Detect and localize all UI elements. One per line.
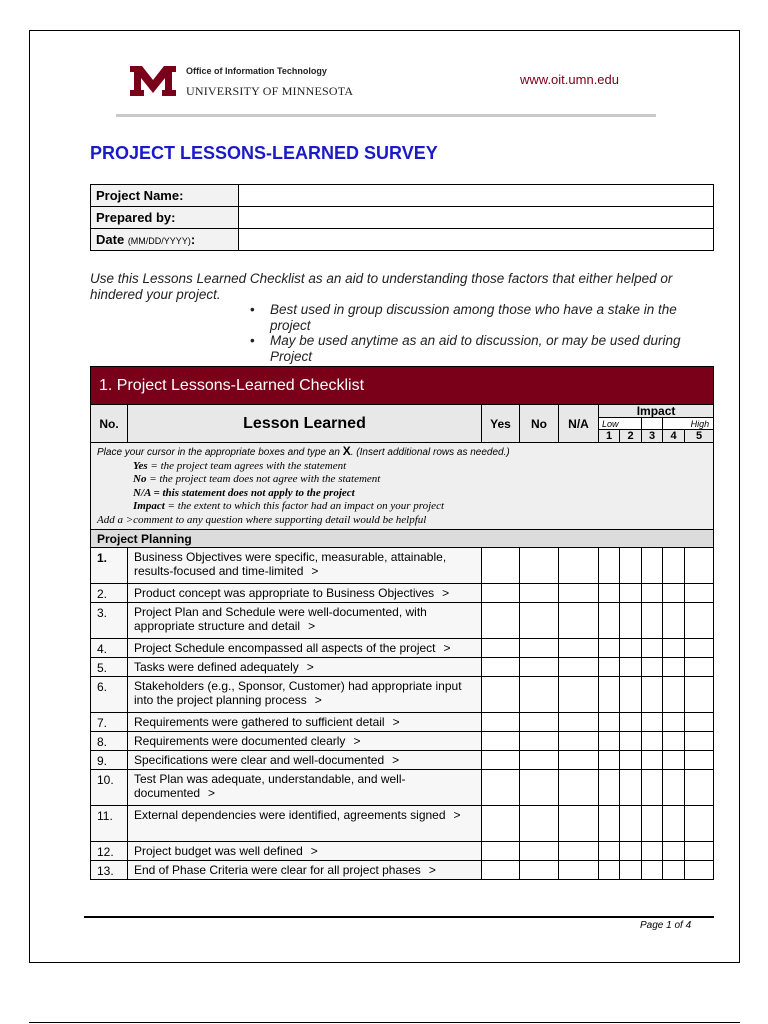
impact-1-box[interactable] bbox=[599, 658, 620, 677]
impact-scale-1: 1 bbox=[599, 430, 620, 443]
impact-1-box[interactable] bbox=[599, 677, 620, 713]
row-number: 13. bbox=[91, 861, 128, 880]
impact-4-box[interactable] bbox=[663, 770, 685, 806]
row-number: 8. bbox=[91, 732, 128, 751]
comment-marker: > bbox=[392, 715, 400, 729]
impact-3-box[interactable] bbox=[642, 548, 663, 584]
impact-4-box[interactable] bbox=[663, 677, 685, 713]
lesson-text[interactable] bbox=[128, 713, 482, 732]
no-box[interactable] bbox=[520, 770, 559, 806]
lesson-text[interactable] bbox=[128, 751, 482, 770]
lesson-statement: Project Plan and Schedule were well-documented, with appropriate structure and detail bbox=[134, 605, 427, 633]
impact-4-box[interactable] bbox=[663, 639, 685, 658]
yes-box[interactable] bbox=[482, 713, 520, 732]
no-box[interactable] bbox=[520, 806, 559, 842]
comment-marker: > bbox=[392, 753, 400, 767]
col-header-impact: Impact bbox=[599, 405, 714, 418]
definition-yes bbox=[97, 460, 707, 474]
impact-2-box[interactable] bbox=[620, 806, 642, 842]
yes-box[interactable] bbox=[482, 861, 520, 880]
page-title: PROJECT LESSONS-LEARNED SURVEY bbox=[90, 143, 438, 163]
impact-3-box[interactable] bbox=[642, 677, 663, 713]
table-row bbox=[91, 603, 714, 639]
prepared-by-field[interactable] bbox=[239, 207, 714, 229]
col-header-yes: Yes bbox=[482, 405, 520, 443]
table-row bbox=[91, 861, 714, 880]
project-name-label: Project Name: bbox=[91, 185, 239, 207]
lesson-statement: External dependencies were identified, agreements signed bbox=[134, 808, 446, 822]
date-label bbox=[91, 229, 239, 251]
impact-5-box[interactable] bbox=[685, 658, 714, 677]
impact-4-box[interactable] bbox=[663, 584, 685, 603]
impact-3-box[interactable] bbox=[642, 751, 663, 770]
na-box[interactable] bbox=[559, 548, 599, 584]
intro-bullet-1: • Best used in group discussion among those who have a stake in the project bbox=[270, 302, 690, 333]
impact-1-box[interactable] bbox=[599, 806, 620, 842]
no-box[interactable] bbox=[520, 713, 559, 732]
impact-5-box[interactable] bbox=[685, 806, 714, 842]
header-divider bbox=[116, 114, 656, 117]
lesson-text[interactable] bbox=[128, 639, 482, 658]
impact-3-box[interactable] bbox=[642, 713, 663, 732]
impact-scale-3: 3 bbox=[642, 430, 663, 443]
comment-marker: > bbox=[314, 693, 322, 707]
group-project-planning: Project Planning bbox=[91, 530, 714, 548]
impact-2-box[interactable] bbox=[620, 751, 642, 770]
definition-na bbox=[97, 487, 707, 501]
lesson-text[interactable] bbox=[128, 842, 482, 861]
no-box[interactable] bbox=[520, 842, 559, 861]
yes-box[interactable] bbox=[482, 770, 520, 806]
intro-line: Use this Lessons Learned Checklist as an aid to understanding those factors that either helped or hindered your project. bbox=[90, 271, 673, 302]
impact-1-box[interactable] bbox=[599, 770, 620, 806]
row-number: 11. bbox=[91, 806, 128, 842]
instructions-text-a: Place your cursor in the appropriate boxes and type an bbox=[97, 447, 343, 458]
table-row bbox=[91, 806, 714, 842]
impact-scale-2: 2 bbox=[620, 430, 642, 443]
prepared-by-label: Prepared by: bbox=[91, 207, 239, 229]
impact-5-box[interactable] bbox=[685, 639, 714, 658]
impact-4-box[interactable] bbox=[663, 658, 685, 677]
impact-2-box[interactable] bbox=[620, 732, 642, 751]
table-row bbox=[91, 548, 714, 584]
comment-marker: > bbox=[311, 564, 319, 578]
def-impact: = the extent to which this factor had an impact on your project bbox=[164, 500, 445, 512]
row-number: 1. bbox=[91, 548, 128, 584]
lesson-statement: Requirements were documented clearly bbox=[134, 734, 346, 748]
table-row bbox=[91, 732, 714, 751]
no-box[interactable] bbox=[520, 584, 559, 603]
impact-3-box[interactable] bbox=[642, 861, 663, 880]
definition-no bbox=[97, 473, 707, 487]
na-box[interactable] bbox=[559, 639, 599, 658]
impact-1-box[interactable] bbox=[599, 584, 620, 603]
lesson-statement: Project Schedule encompassed all aspects of the project bbox=[134, 641, 436, 655]
na-box[interactable] bbox=[559, 751, 599, 770]
lesson-statement: End of Phase Criteria were clear for all project phases bbox=[134, 863, 421, 877]
impact-1-box[interactable] bbox=[599, 713, 620, 732]
impact-4-box[interactable] bbox=[663, 713, 685, 732]
lesson-text[interactable] bbox=[128, 770, 482, 806]
comment-marker: > bbox=[353, 734, 361, 748]
impact-scale-4: 4 bbox=[663, 430, 685, 443]
def-no: = the project team does not agree with the statement bbox=[146, 473, 381, 485]
impact-5-box[interactable] bbox=[685, 861, 714, 880]
impact-2-box[interactable] bbox=[620, 713, 642, 732]
lesson-statement: Product concept was appropriate to Business Objectives bbox=[134, 586, 435, 600]
impact-4-box[interactable] bbox=[663, 842, 685, 861]
impact-1-box[interactable] bbox=[599, 548, 620, 584]
instructions-comment: Add a >comment to any question where supporting detail would be helpful bbox=[97, 513, 427, 526]
yes-box[interactable] bbox=[482, 548, 520, 584]
intro-text bbox=[90, 271, 690, 380]
row-number: 7. bbox=[91, 713, 128, 732]
impact-4-box[interactable] bbox=[663, 861, 685, 880]
impact-3-box[interactable] bbox=[642, 842, 663, 861]
next-page-edge bbox=[29, 1022, 740, 1023]
impact-4-box[interactable] bbox=[663, 732, 685, 751]
table-row bbox=[91, 584, 714, 603]
intro-bullets bbox=[90, 302, 690, 364]
lesson-text[interactable] bbox=[128, 548, 482, 584]
impact-1-box[interactable] bbox=[599, 639, 620, 658]
table-row bbox=[91, 713, 714, 732]
na-box[interactable] bbox=[559, 603, 599, 639]
comment-marker: > bbox=[428, 863, 436, 877]
impact-4-box[interactable] bbox=[663, 548, 685, 584]
instructions-intro bbox=[97, 445, 707, 460]
comment-marker: > bbox=[310, 844, 318, 858]
impact-3-box[interactable] bbox=[642, 806, 663, 842]
university-m-logo bbox=[130, 66, 176, 96]
impact-2-box[interactable] bbox=[620, 603, 642, 639]
no-box[interactable] bbox=[520, 658, 559, 677]
impact-3-box[interactable] bbox=[642, 732, 663, 751]
term-no: No bbox=[133, 473, 147, 485]
impact-5-box[interactable] bbox=[685, 770, 714, 806]
lesson-statement: Specifications were clear and well-documented bbox=[134, 753, 385, 767]
col-header-no-answer: No bbox=[520, 405, 559, 443]
impact-5-box[interactable] bbox=[685, 548, 714, 584]
checklist-rows bbox=[91, 548, 714, 880]
lesson-statement: Stakeholders (e.g., Sponsor, Customer) had appropriate input into the project planning process bbox=[134, 679, 462, 707]
lesson-text[interactable] bbox=[128, 677, 482, 713]
term-na: N/A bbox=[133, 486, 151, 499]
yes-box[interactable] bbox=[482, 751, 520, 770]
impact-high-label: High bbox=[663, 418, 714, 430]
def-yes: = the project team agrees with the statement bbox=[147, 459, 347, 472]
impact-5-box[interactable] bbox=[685, 603, 714, 639]
impact-5-box[interactable] bbox=[685, 842, 714, 861]
yes-box[interactable] bbox=[482, 584, 520, 603]
na-box[interactable] bbox=[559, 732, 599, 751]
footer-rule bbox=[84, 916, 714, 918]
lesson-text[interactable] bbox=[128, 584, 482, 603]
impact-5-box[interactable] bbox=[685, 677, 714, 713]
yes-box[interactable] bbox=[482, 842, 520, 861]
row-number: 12. bbox=[91, 842, 128, 861]
lesson-statement: Business Objectives were specific, measurable, attainable, results-focused and time-limited bbox=[134, 550, 447, 578]
university-name: UNIVERSITY OF MINNESOTA bbox=[186, 84, 354, 98]
impact-2-box[interactable] bbox=[620, 548, 642, 584]
impact-1-box[interactable] bbox=[599, 861, 620, 880]
yes-box[interactable] bbox=[482, 639, 520, 658]
impact-low-label: Low bbox=[599, 418, 642, 430]
na-box[interactable] bbox=[559, 584, 599, 603]
impact-2-box[interactable] bbox=[620, 770, 642, 806]
comment-marker: > bbox=[208, 786, 216, 800]
yes-box[interactable] bbox=[482, 658, 520, 677]
impact-5-box[interactable] bbox=[685, 584, 714, 603]
impact-4-box[interactable] bbox=[663, 751, 685, 770]
impact-5-box[interactable] bbox=[685, 751, 714, 770]
no-box[interactable] bbox=[520, 639, 559, 658]
lesson-text[interactable] bbox=[128, 603, 482, 639]
yes-box[interactable] bbox=[482, 806, 520, 842]
impact-3-box[interactable] bbox=[642, 658, 663, 677]
impact-5-box[interactable] bbox=[685, 732, 714, 751]
impact-2-box[interactable] bbox=[620, 639, 642, 658]
no-box[interactable] bbox=[520, 677, 559, 713]
lesson-text[interactable] bbox=[128, 861, 482, 880]
comment-marker: > bbox=[442, 586, 450, 600]
impact-3-box[interactable] bbox=[642, 770, 663, 806]
comment-marker: > bbox=[306, 660, 314, 674]
na-box[interactable] bbox=[559, 713, 599, 732]
na-box[interactable] bbox=[559, 806, 599, 842]
section-header: 1. Project Lessons-Learned Checklist bbox=[91, 367, 714, 405]
impact-4-box[interactable] bbox=[663, 806, 685, 842]
impact-5-box[interactable] bbox=[685, 713, 714, 732]
impact-2-box[interactable] bbox=[620, 584, 642, 603]
impact-1-box[interactable] bbox=[599, 732, 620, 751]
lessons-checklist-table bbox=[90, 366, 714, 880]
col-header-lesson: Lesson Learned bbox=[128, 405, 482, 443]
page-number: Page 1 of 4 bbox=[640, 920, 692, 931]
table-row bbox=[91, 770, 714, 806]
lesson-statement: Tasks were defined adequately bbox=[134, 660, 299, 674]
lesson-statement: Project budget was well defined bbox=[134, 844, 303, 858]
table-row bbox=[91, 658, 714, 677]
row-number: 5. bbox=[91, 658, 128, 677]
row-number: 4. bbox=[91, 639, 128, 658]
no-box[interactable] bbox=[520, 861, 559, 880]
instructions-text-b: . (Insert additional rows as needed.) bbox=[350, 447, 510, 458]
lesson-statement: Requirements were gathered to sufficient detail bbox=[134, 715, 385, 729]
na-box[interactable] bbox=[559, 842, 599, 861]
lesson-statement: Test Plan was adequate, understandable, and well-documented bbox=[134, 772, 406, 800]
impact-1-box[interactable] bbox=[599, 751, 620, 770]
term-yes: Yes bbox=[133, 459, 148, 472]
table-row bbox=[91, 639, 714, 658]
comment-marker: > bbox=[453, 808, 461, 822]
intro-bullet-2: • May be used anytime as an aid to discussion, or may be used during Project bbox=[270, 333, 690, 364]
impact-3-box[interactable] bbox=[642, 584, 663, 603]
project-name-field[interactable] bbox=[239, 185, 714, 207]
impact-scale-5: 5 bbox=[685, 430, 714, 443]
lesson-text[interactable] bbox=[128, 806, 482, 842]
row-number: 2. bbox=[91, 584, 128, 603]
na-box[interactable] bbox=[559, 770, 599, 806]
no-box[interactable] bbox=[520, 751, 559, 770]
table-row bbox=[91, 677, 714, 713]
na-box[interactable] bbox=[559, 677, 599, 713]
lesson-text[interactable] bbox=[128, 658, 482, 677]
impact-1-box[interactable] bbox=[599, 842, 620, 861]
impact-1-box[interactable] bbox=[599, 603, 620, 639]
definition-impact bbox=[97, 500, 707, 514]
office-name: Office of Information Technology bbox=[186, 66, 327, 76]
col-header-no: No. bbox=[91, 405, 128, 443]
na-box[interactable] bbox=[559, 861, 599, 880]
date-label-text: Date bbox=[96, 232, 125, 247]
no-box[interactable] bbox=[520, 548, 559, 584]
project-info-table bbox=[90, 184, 714, 251]
instructions-x: X bbox=[342, 444, 351, 458]
table-row bbox=[91, 751, 714, 770]
term-impact: Impact bbox=[133, 500, 165, 512]
impact-2-box[interactable] bbox=[620, 842, 642, 861]
impact-2-box[interactable] bbox=[620, 861, 642, 880]
no-box[interactable] bbox=[520, 603, 559, 639]
instructions-cell bbox=[91, 443, 714, 530]
na-box[interactable] bbox=[559, 658, 599, 677]
yes-box[interactable] bbox=[482, 732, 520, 751]
yes-box[interactable] bbox=[482, 677, 520, 713]
date-format-hint: (MM/DD/YYYY) bbox=[127, 236, 191, 246]
comment-marker: > bbox=[443, 641, 451, 655]
col-header-na: N/A bbox=[559, 405, 599, 443]
impact-3-box[interactable] bbox=[642, 639, 663, 658]
impact-4-box[interactable] bbox=[663, 603, 685, 639]
row-number: 10. bbox=[91, 770, 128, 806]
row-number: 6. bbox=[91, 677, 128, 713]
row-number: 9. bbox=[91, 751, 128, 770]
lesson-text[interactable] bbox=[128, 732, 482, 751]
impact-3-box[interactable] bbox=[642, 603, 663, 639]
date-label-colon: : bbox=[190, 232, 196, 247]
date-field[interactable] bbox=[239, 229, 714, 251]
row-number: 3. bbox=[91, 603, 128, 639]
yes-box[interactable] bbox=[482, 603, 520, 639]
impact-mid-spacer bbox=[642, 418, 663, 430]
comment-marker: > bbox=[308, 619, 316, 633]
impact-2-box[interactable] bbox=[620, 658, 642, 677]
table-row bbox=[91, 842, 714, 861]
def-na: = this statement does not apply to the project bbox=[150, 486, 355, 499]
impact-2-box[interactable] bbox=[620, 677, 642, 713]
website-link[interactable]: www.oit.umn.edu bbox=[520, 72, 619, 87]
no-box[interactable] bbox=[520, 732, 559, 751]
